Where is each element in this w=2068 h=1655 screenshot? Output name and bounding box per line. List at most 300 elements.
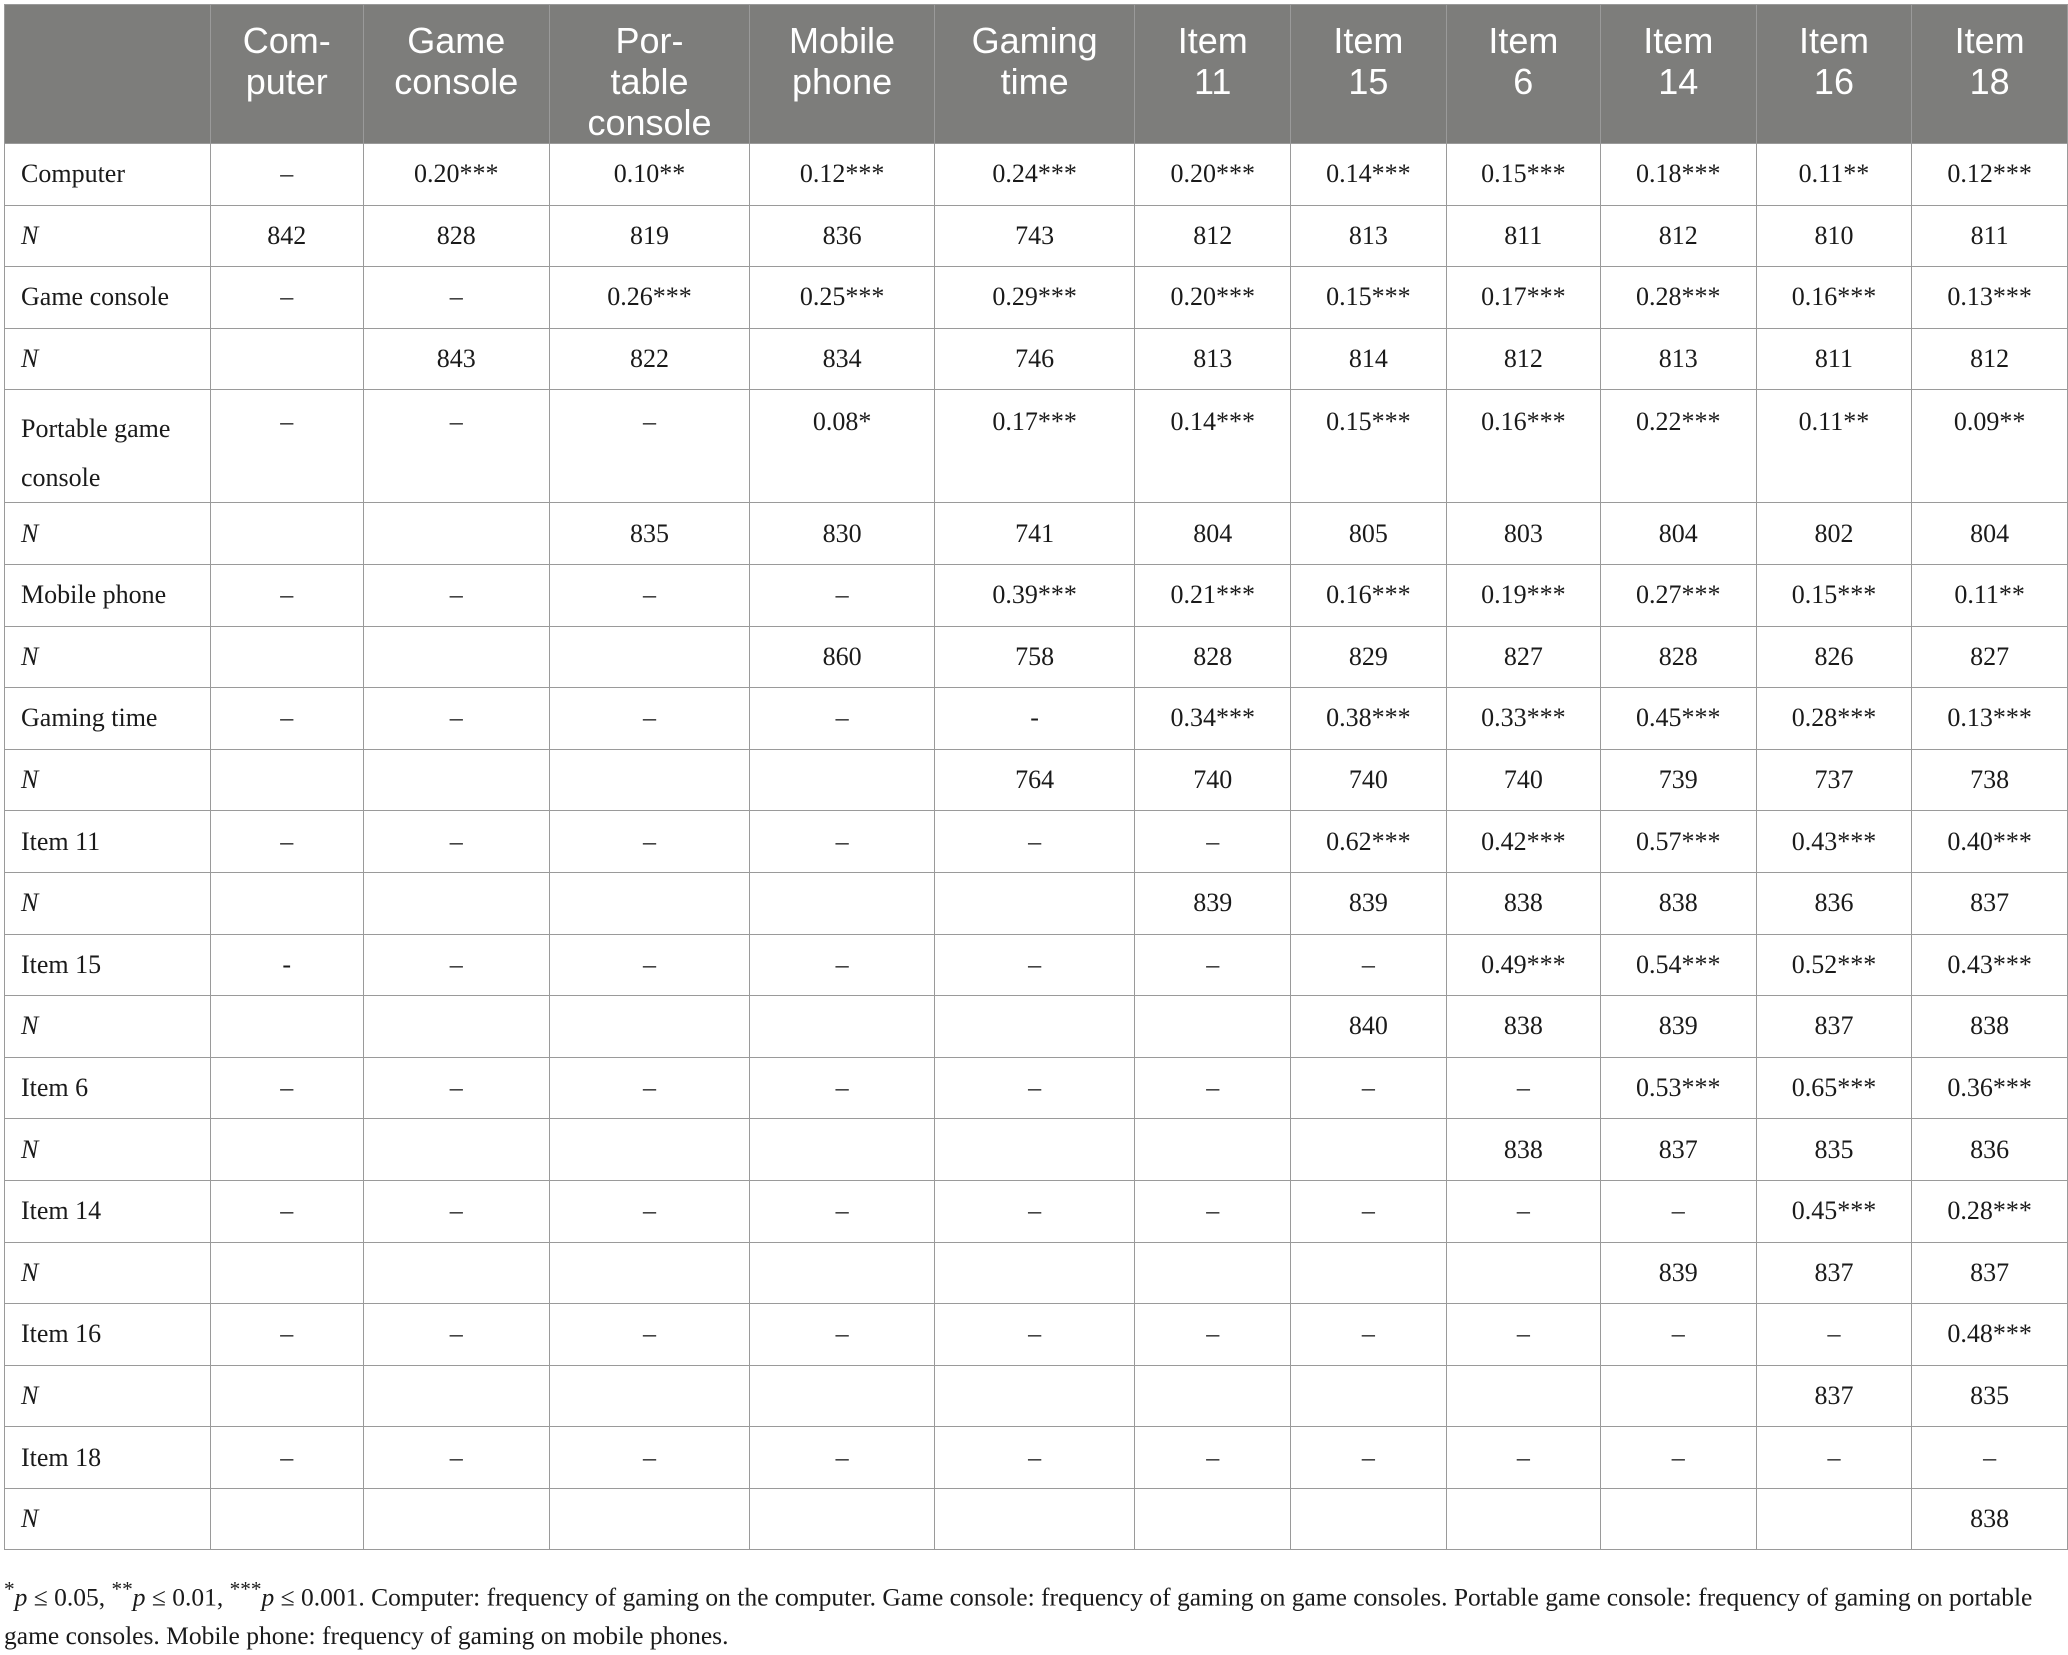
table-row-n — [5, 1242, 2068, 1304]
table-cell — [1446, 1365, 1600, 1427]
table-cell: 0.20*** — [1135, 144, 1291, 206]
table-row-n — [5, 749, 2068, 811]
table-cell: 0.14*** — [1135, 390, 1291, 503]
row-label-n: N — [5, 205, 211, 267]
table-row-correlation — [5, 1180, 2068, 1242]
table-cell — [549, 626, 749, 688]
column-header-line: phone — [792, 61, 893, 102]
column-header-line: Item — [1488, 20, 1559, 61]
table-cell: 0.43*** — [1756, 811, 1912, 873]
table-cell: – — [210, 1057, 363, 1119]
table-row-correlation — [5, 811, 2068, 873]
row-label: Item 14 — [5, 1180, 211, 1242]
column-header-item-11 — [1135, 5, 1291, 144]
table-row-correlation — [5, 1304, 2068, 1366]
table-cell — [210, 328, 363, 390]
table-cell: – — [210, 267, 363, 329]
column-header-line: 6 — [1513, 61, 1534, 102]
table-cell: 860 — [750, 626, 935, 688]
table-cell — [210, 503, 363, 565]
table-cell: 0.11** — [1756, 390, 1912, 503]
table-cell: 0.17*** — [934, 390, 1134, 503]
table-cell: – — [210, 688, 363, 750]
table-cell: – — [210, 390, 363, 503]
table-cell — [549, 1365, 749, 1427]
table-cell: – — [1135, 1304, 1291, 1366]
table-cell — [363, 749, 549, 811]
table-cell — [549, 1119, 749, 1181]
table-cell: – — [934, 934, 1134, 996]
table-cell: – — [363, 934, 549, 996]
table-cell — [363, 872, 549, 934]
table-cell: 805 — [1291, 503, 1447, 565]
table-cell: – — [1291, 934, 1447, 996]
table-cell — [549, 1242, 749, 1304]
table-cell: 0.24*** — [934, 144, 1134, 206]
column-header-item-15 — [1291, 5, 1447, 144]
table-cell: – — [750, 688, 935, 750]
column-header-computer — [210, 5, 363, 144]
table-cell: – — [1446, 1180, 1600, 1242]
table-cell — [1135, 1119, 1291, 1181]
table-cell — [210, 872, 363, 934]
table-cell: – — [750, 934, 935, 996]
table-cell: 838 — [1446, 1119, 1600, 1181]
table-cell: – — [1756, 1427, 1912, 1489]
table-cell: 812 — [1446, 328, 1600, 390]
table-cell: 835 — [549, 503, 749, 565]
p-symbol: p — [261, 1582, 275, 1612]
table-cell: – — [363, 267, 549, 329]
table-cell: – — [934, 1427, 1134, 1489]
table-body — [5, 144, 2068, 1550]
table-cell: 0.21*** — [1135, 564, 1291, 626]
table-cell: 0.53*** — [1600, 1057, 1756, 1119]
table-cell: - — [210, 934, 363, 996]
table-cell: 839 — [1291, 872, 1447, 934]
table-cell: 843 — [363, 328, 549, 390]
table-cell — [750, 872, 935, 934]
table-cell: – — [549, 1057, 749, 1119]
column-header-line: 11 — [1194, 61, 1232, 102]
column-header-line: Item — [1177, 20, 1248, 61]
table-cell: 828 — [1135, 626, 1291, 688]
column-header-line: Item — [1643, 20, 1714, 61]
table-cell: 812 — [1912, 328, 2068, 390]
table-cell — [1600, 1365, 1756, 1427]
table-cell — [363, 1365, 549, 1427]
table-cell: 0.22*** — [1600, 390, 1756, 503]
table-cell: – — [549, 564, 749, 626]
row-label-n: N — [5, 328, 211, 390]
column-header-blank — [5, 5, 211, 144]
table-cell — [210, 626, 363, 688]
p-symbol: p — [132, 1582, 146, 1612]
table-cell: 804 — [1912, 503, 2068, 565]
table-cell: 836 — [1756, 872, 1912, 934]
column-header-line: Por- — [615, 20, 684, 61]
column-header-line: console — [394, 61, 519, 102]
table-cell — [1135, 1242, 1291, 1304]
table-cell: 827 — [1912, 626, 2068, 688]
table-cell — [1291, 1488, 1447, 1550]
table-cell: 813 — [1291, 205, 1447, 267]
row-label-n: N — [5, 1119, 211, 1181]
table-cell: 0.16*** — [1291, 564, 1447, 626]
table-footnote — [4, 1570, 2064, 1655]
table-cell: – — [934, 811, 1134, 873]
row-label: Item 6 — [5, 1057, 211, 1119]
table-cell: 822 — [549, 328, 749, 390]
table-cell: 839 — [1600, 1242, 1756, 1304]
table-cell: 826 — [1756, 626, 1912, 688]
sig-p01-text: ≤ 0.01, — [145, 1582, 230, 1612]
table-cell: 837 — [1756, 1365, 1912, 1427]
table-cell: – — [210, 1427, 363, 1489]
table-cell: – — [1135, 1057, 1291, 1119]
table-header — [5, 5, 2068, 144]
table-cell: 0.48*** — [1912, 1304, 2068, 1366]
table-cell: – — [750, 1057, 935, 1119]
table-cell: 0.65*** — [1756, 1057, 1912, 1119]
table-cell — [363, 1488, 549, 1550]
sig-p01-mark: ** — [111, 1577, 133, 1601]
table-cell — [1446, 1242, 1600, 1304]
table-cell: 0.49*** — [1446, 934, 1600, 996]
table-cell: – — [210, 1180, 363, 1242]
table-cell: – — [549, 1304, 749, 1366]
sig-p05-text: ≤ 0.05, — [27, 1582, 112, 1612]
table-cell: 0.08* — [750, 390, 935, 503]
table-cell: 740 — [1135, 749, 1291, 811]
table-cell: – — [1135, 1180, 1291, 1242]
table-cell: 842 — [210, 205, 363, 267]
table-cell: 0.14*** — [1291, 144, 1447, 206]
column-header-line: Item — [1798, 20, 1869, 61]
table-cell: – — [549, 688, 749, 750]
table-cell: – — [210, 1304, 363, 1366]
table-cell — [210, 1365, 363, 1427]
table-cell: 840 — [1291, 996, 1447, 1058]
table-cell — [934, 1488, 1134, 1550]
table-cell: 837 — [1756, 996, 1912, 1058]
table-cell: 0.52*** — [1756, 934, 1912, 996]
table-cell: 0.12*** — [1912, 144, 2068, 206]
table-cell: – — [1291, 1427, 1447, 1489]
row-label: Item 15 — [5, 934, 211, 996]
table-row-correlation — [5, 144, 2068, 206]
table-cell: 0.28*** — [1756, 688, 1912, 750]
table-cell: 837 — [1912, 1242, 2068, 1304]
table-cell — [210, 749, 363, 811]
table-cell: – — [1600, 1180, 1756, 1242]
table-cell: 803 — [1446, 503, 1600, 565]
table-cell — [1135, 1488, 1291, 1550]
column-header-line: Item — [1333, 20, 1404, 61]
table-cell: 0.15*** — [1291, 390, 1447, 503]
table-cell: – — [210, 564, 363, 626]
table-row-n — [5, 1488, 2068, 1550]
table-cell: 827 — [1446, 626, 1600, 688]
table-cell: 813 — [1135, 328, 1291, 390]
table-row-n — [5, 205, 2068, 267]
table-cell: 810 — [1756, 205, 1912, 267]
row-label: Item 18 — [5, 1427, 211, 1489]
table-cell: – — [1446, 1427, 1600, 1489]
table-row-n — [5, 996, 2068, 1058]
table-cell: 738 — [1912, 749, 2068, 811]
column-header-line: Gaming — [971, 20, 1098, 61]
table-cell: 0.34*** — [1135, 688, 1291, 750]
sig-p001-mark: *** — [229, 1577, 262, 1601]
table-cell: 837 — [1756, 1242, 1912, 1304]
table-cell: 0.20*** — [1135, 267, 1291, 329]
sig-p05-mark: * — [4, 1577, 15, 1601]
table-cell: 811 — [1912, 205, 2068, 267]
table-cell: 0.28*** — [1600, 267, 1756, 329]
table-cell: 0.17*** — [1446, 267, 1600, 329]
table-cell — [549, 749, 749, 811]
row-label: Computer — [5, 144, 211, 206]
table-cell: 0.45*** — [1600, 688, 1756, 750]
table-cell: 0.26*** — [549, 267, 749, 329]
column-header-line: puter — [245, 61, 328, 102]
table-cell: 743 — [934, 205, 1134, 267]
table-cell: 0.13*** — [1912, 688, 2068, 750]
table-cell: 837 — [1600, 1119, 1756, 1181]
table-cell: 838 — [1446, 996, 1600, 1058]
column-header-line: Item — [1954, 20, 2025, 61]
row-label: Portable game console — [5, 390, 211, 503]
table-cell: 0.57*** — [1600, 811, 1756, 873]
table-row-n — [5, 1365, 2068, 1427]
table-row-correlation — [5, 1427, 2068, 1489]
table-cell: – — [750, 1304, 935, 1366]
table-cell: – — [1291, 1057, 1447, 1119]
table-cell: – — [750, 564, 935, 626]
table-cell: 0.27*** — [1600, 564, 1756, 626]
table-cell — [363, 996, 549, 1058]
table-cell: – — [1291, 1304, 1447, 1366]
column-header-line: time — [1000, 61, 1069, 102]
row-label-n: N — [5, 1488, 211, 1550]
table-row-correlation — [5, 390, 2068, 503]
table-cell: 838 — [1912, 1488, 2068, 1550]
table-cell — [1600, 1488, 1756, 1550]
table-row-n — [5, 1119, 2068, 1181]
table-row-correlation — [5, 688, 2068, 750]
table-cell: 0.11** — [1756, 144, 1912, 206]
table-cell: 836 — [1912, 1119, 2068, 1181]
table-cell — [549, 872, 749, 934]
table-cell: 0.19*** — [1446, 564, 1600, 626]
column-header-game-console — [363, 5, 549, 144]
table-cell — [363, 626, 549, 688]
table-cell: 812 — [1600, 205, 1756, 267]
table-cell: 0.18*** — [1600, 144, 1756, 206]
table-cell: – — [363, 811, 549, 873]
table-cell: – — [549, 1427, 749, 1489]
table-cell: – — [1756, 1304, 1912, 1366]
table-cell: 828 — [363, 205, 549, 267]
column-header-line: table — [610, 61, 689, 102]
table-cell — [210, 1488, 363, 1550]
table-row-correlation — [5, 267, 2068, 329]
table-cell: – — [363, 1180, 549, 1242]
table-cell — [934, 1242, 1134, 1304]
table-cell — [1135, 996, 1291, 1058]
table-row-n — [5, 626, 2068, 688]
table-cell: 0.12*** — [750, 144, 935, 206]
table-cell — [363, 1242, 549, 1304]
row-label: Mobile phone — [5, 564, 211, 626]
sig-p001-text: ≤ 0.001. — [274, 1582, 365, 1612]
table-cell — [549, 996, 749, 1058]
table-cell: 0.33*** — [1446, 688, 1600, 750]
table-cell — [750, 1488, 935, 1550]
table-cell: – — [1135, 1427, 1291, 1489]
table-cell: – — [549, 934, 749, 996]
table-cell — [210, 996, 363, 1058]
table-cell: 0.15*** — [1756, 564, 1912, 626]
table-cell: 0.25*** — [750, 267, 935, 329]
table-cell: – — [1291, 1180, 1447, 1242]
table-cell — [1135, 1365, 1291, 1427]
table-row-correlation — [5, 1057, 2068, 1119]
column-header-gaming-time — [934, 5, 1134, 144]
table-cell: 0.13*** — [1912, 267, 2068, 329]
table-cell: 739 — [1600, 749, 1756, 811]
table-cell: – — [210, 144, 363, 206]
table-cell: 0.20*** — [363, 144, 549, 206]
table-cell: 0.39*** — [934, 564, 1134, 626]
table-cell: 0.62*** — [1291, 811, 1447, 873]
column-header-line: console — [587, 102, 712, 143]
column-header-line: Com- — [242, 20, 331, 61]
table-cell: 814 — [1291, 328, 1447, 390]
table-row-n — [5, 328, 2068, 390]
table-cell — [750, 996, 935, 1058]
table-row-correlation — [5, 564, 2068, 626]
row-label-n: N — [5, 626, 211, 688]
table-cell: 0.40*** — [1912, 811, 2068, 873]
table-cell — [750, 749, 935, 811]
table-cell — [934, 1119, 1134, 1181]
table-cell: 813 — [1600, 328, 1756, 390]
table-cell: – — [1600, 1427, 1756, 1489]
row-label: Game console — [5, 267, 211, 329]
table-cell: 834 — [750, 328, 935, 390]
table-cell: – — [363, 1057, 549, 1119]
header-row — [5, 5, 2068, 144]
table-cell: 741 — [934, 503, 1134, 565]
table-cell: – — [1912, 1427, 2068, 1489]
table-cell: 804 — [1600, 503, 1756, 565]
table-cell: – — [1446, 1057, 1600, 1119]
column-header-mobile-phone — [750, 5, 935, 144]
table-cell: – — [1135, 811, 1291, 873]
column-header-line: Mobile — [789, 20, 896, 61]
table-cell: 828 — [1600, 626, 1756, 688]
table-cell: – — [750, 1427, 935, 1489]
table-cell: 837 — [1912, 872, 2068, 934]
table-cell: – — [750, 811, 935, 873]
table-cell: – — [363, 564, 549, 626]
column-header-line: 15 — [1348, 61, 1389, 102]
table-cell: 0.29*** — [934, 267, 1134, 329]
table-cell — [210, 1119, 363, 1181]
table-cell: – — [549, 390, 749, 503]
row-label-n: N — [5, 1365, 211, 1427]
table-cell: 0.15*** — [1446, 144, 1600, 206]
table-cell: – — [934, 1304, 1134, 1366]
table-cell — [549, 1488, 749, 1550]
table-cell: 811 — [1446, 205, 1600, 267]
table-cell: 838 — [1912, 996, 2068, 1058]
table-cell — [934, 872, 1134, 934]
row-label-n: N — [5, 503, 211, 565]
row-label-n: N — [5, 996, 211, 1058]
table-row-n — [5, 872, 2068, 934]
table-cell: – — [1135, 934, 1291, 996]
table-cell: 737 — [1756, 749, 1912, 811]
column-header-item-18 — [1912, 5, 2068, 144]
table-cell — [210, 1242, 363, 1304]
column-header-line: 14 — [1658, 61, 1699, 102]
table-cell — [1291, 1365, 1447, 1427]
table-cell: – — [363, 1304, 549, 1366]
row-label-n: N — [5, 749, 211, 811]
table-cell: 812 — [1135, 205, 1291, 267]
table-cell: – — [750, 1180, 935, 1242]
table-cell — [1291, 1119, 1447, 1181]
table-cell: – — [549, 1180, 749, 1242]
table-cell: 839 — [1600, 996, 1756, 1058]
table-cell: 839 — [1135, 872, 1291, 934]
table-cell: 0.28*** — [1912, 1180, 2068, 1242]
table-cell: – — [934, 1057, 1134, 1119]
table-cell: 0.15*** — [1291, 267, 1447, 329]
table-cell: – — [1600, 1304, 1756, 1366]
row-label: Item 16 — [5, 1304, 211, 1366]
table-cell: – — [363, 688, 549, 750]
table-cell: 830 — [750, 503, 935, 565]
table-cell: – — [210, 811, 363, 873]
table-cell: 740 — [1291, 749, 1447, 811]
table-cell — [750, 1242, 935, 1304]
table-cell — [934, 1365, 1134, 1427]
table-cell: 836 — [750, 205, 935, 267]
table-cell — [363, 503, 549, 565]
table-cell: - — [934, 688, 1134, 750]
table-cell: – — [934, 1180, 1134, 1242]
correlation-table — [4, 4, 2068, 1550]
table-row-correlation — [5, 934, 2068, 996]
table-cell: 819 — [549, 205, 749, 267]
table-cell: 0.42*** — [1446, 811, 1600, 873]
table-cell: 0.10** — [549, 144, 749, 206]
table-cell: 746 — [934, 328, 1134, 390]
column-header-item-14 — [1600, 5, 1756, 144]
table-cell — [1291, 1242, 1447, 1304]
table-cell — [750, 1119, 935, 1181]
table-cell: 838 — [1446, 872, 1600, 934]
row-label: Gaming time — [5, 688, 211, 750]
table-cell: 0.09** — [1912, 390, 2068, 503]
row-label-n: N — [5, 1242, 211, 1304]
p-symbol: p — [14, 1582, 28, 1612]
table-cell: 804 — [1135, 503, 1291, 565]
